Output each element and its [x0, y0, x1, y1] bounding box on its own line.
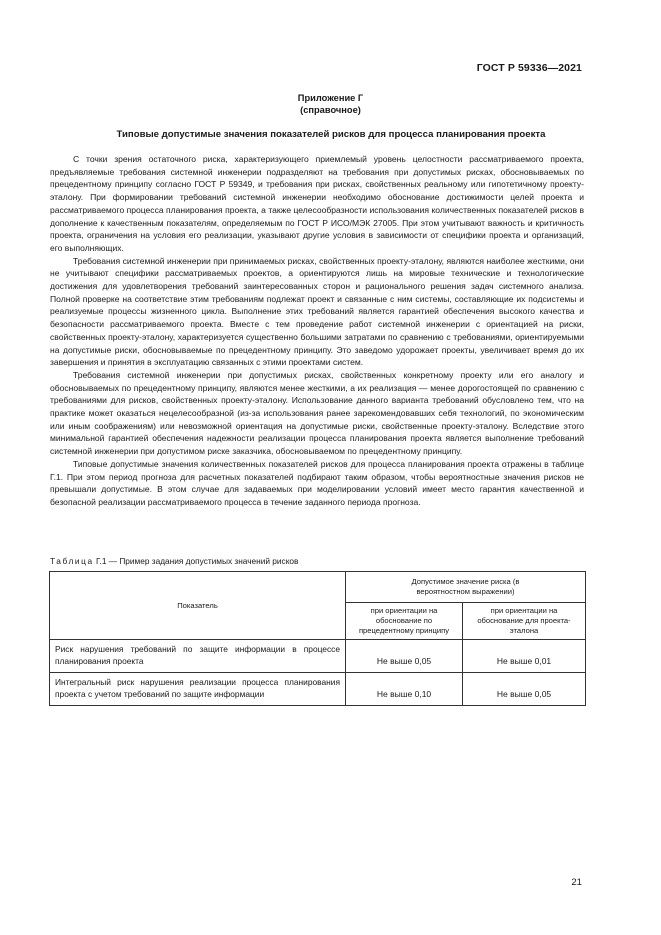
header-reference: при ориентации на обоснование для проекта-эталона — [463, 603, 586, 640]
row-indicator: Интегральный риск нарушения реализации процесса планирования проекта с учетом требований по защите информации — [50, 673, 346, 706]
row-precedent-value: Не выше 0,05 — [346, 640, 463, 673]
table-caption-text: Г.1 — Пример задания допустимых значений рисков — [93, 556, 299, 566]
section-title: Типовые допустимые значения показателей рисков для процесса планирования проекта — [116, 129, 546, 140]
table-row — [50, 640, 586, 673]
row-precedent-value: Не выше 0,10 — [346, 673, 463, 706]
page-number: 21 — [571, 877, 582, 888]
header-precedent: при ориентации на обоснование по прецедентному принципу — [346, 603, 463, 640]
appendix-heading — [0, 92, 661, 116]
paragraph: С точки зрения остаточного риска, характеризующего приемлемый уровень целостности рассматриваемого проекта, предъявляемые требования системной инженерии подразделяют на требования при допустимых рисках, обосновываемых по прецедентному принципу согласно ГОСТ Р 59349, и требования при рисках, свойственных реальному или гипотетичному проекту-эталону. При формировании требований системной инженерии необходимо обоснование достижимости целей проекта и рассматриваемого процесса планирования проекта, а также целесообразности использования количественных показателей рисков в дополнение к качественным показателям, определяемым по ГОСТ Р ИСО/МЭК 27005. При этом учитывают важность и критичность проекта, ограничения на условия его реализации, указывают другие условия в зависимости от специфики проекта и организаций, его выполняющих. — [50, 154, 584, 253]
paragraph: Требования системной инженерии при допустимых рисках, свойственных конкретному проекту или его аналогу и обосновываемых по прецедентному принципу, являются менее жесткими, а их реализация — менее дорогостоящей по сравнению с требованиями для рисков, свойственных проекту-эталону. Использование данного варианта требований обусловлено тем, что на практике может оказаться нецелесообразной (из-за использования ранее зарекомендовавших себя технологий, по экономическим или иным соображениям) или невозможной ориентация на допустимые риски, свойственные проекту-эталону. Вследствие этого минимальной гарантией обеспечения надежности реализации процесса планирования проекта является выполнение требований системной инженерии при допустимом риске заказчика, обосновываемом по прецедентному принципу. — [50, 369, 584, 457]
header-allowed-value: Допустимое значение риска (в вероятностном выражении) — [346, 572, 586, 603]
paragraph: Требования системной инженерии при принимаемых рисках, свойственных проекту-эталону, являются наиболее жесткими, они не учитывают специфики рассматриваемых проектов, а ориентируются лишь на мировые технические и технологические достижения для удовлетворения требований заинтересованных сторон и рационального решения задач системного анализа. Полной проверке на соответствие этим требованиям подлежат проект и связанные с ним системы, составляющие их подсистемы и реализуемые процессы жизненного цикла. Выполнение этих требований является гарантией обеспечения высокого качества и безопасности рассматриваемого проекта. Вместе с тем проведение работ системной инженерии с ориентацией на риски, свойственных проекту-эталону, характеризуется существенно большими затратами по сравнению с требованиями, ориентируемыми на допустимые риски, обосновываемые по прецедентному принципу. Это заведомо удорожает проекты, увеличивает время до их завершения и принятия в эксплуатацию связанных с этими проектами систем. — [50, 255, 584, 368]
table-caption — [50, 556, 298, 566]
body-text — [50, 153, 584, 509]
row-reference-value: Не выше 0,05 — [463, 673, 586, 706]
row-reference-value: Не выше 0,01 — [463, 640, 586, 673]
risk-values-table — [49, 571, 586, 706]
standard-code: ГОСТ Р 59336—2021 — [476, 62, 582, 74]
header-indicator: Показатель — [50, 572, 346, 640]
appendix-title: Приложение Г — [297, 93, 364, 103]
table-caption-label: Таблица — [50, 556, 94, 566]
table-row — [50, 673, 586, 706]
paragraph: Типовые допустимые значения количественных показателей рисков для процесса планирования проекта отражены в таблице Г.1. При этом период прогноза для расчетных показателей подбирают таким образом, чтобы вероятностные значения рисков не превышали допустимые. В этом случае для задаваемых при моделировании условий имеет место гарантия качественной и безопасной реализации рассматриваемого процесса в течение заданного периода прогноза. — [50, 458, 584, 507]
row-indicator: Риск нарушения требований по защите информации в процессе планирования проекта — [50, 640, 346, 673]
appendix-subtitle: (справочное) — [300, 105, 361, 115]
